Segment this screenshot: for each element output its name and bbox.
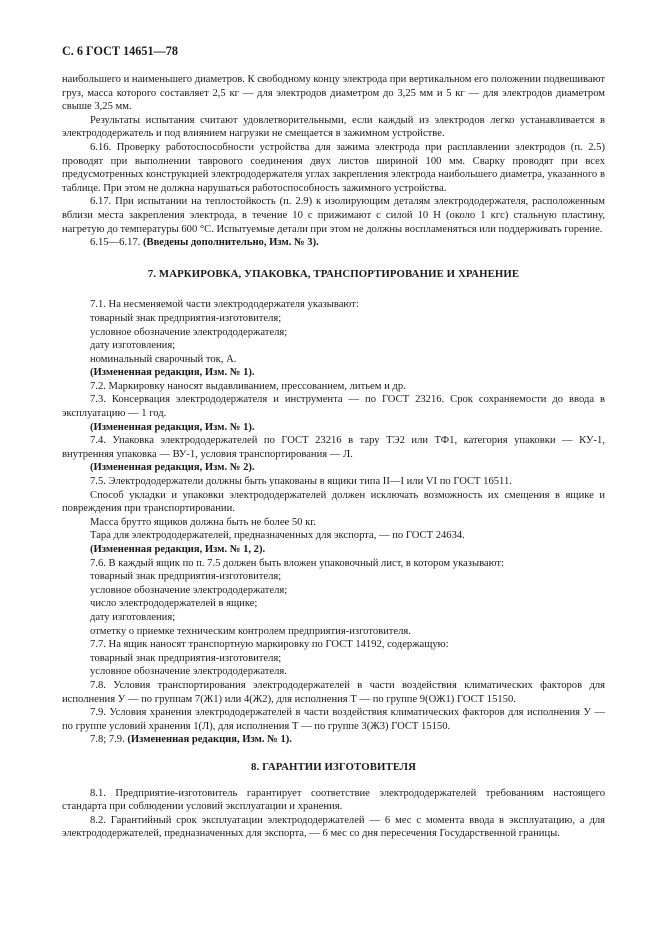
document-body	[62, 73, 605, 841]
section-heading-text: 7. МАРКИРОВКА, УПАКОВКА, ТРАНСПОРТИРОВАНИЕ И ХРАНЕНИЕ	[147, 267, 520, 280]
paragraph-text: Масса брутто ящиков должна быть не более 50 кг.	[90, 516, 317, 528]
paragraph-text: 7.8. Условия транспортирования электрододержателей в части воздействия климатических факторов для исполнения У — по группам 7(Ж1) или 4(Ж2), для исполнения Т — по группе 9(ОЖ1) ГОСТ 15150.	[62, 679, 605, 705]
amendment-note: (Измененная редакция, Изм. № 1, 2).	[90, 544, 266, 555]
paragraph-text: наибольшего и наименьшего диаметров. К свободному концу электрода при вертикальном его положении подвешивают груз, масса которого составляет 2,5 кг — для электродов диаметром до 3,25 мм и 5 кг — для электродов диаметром свыше 3,25 мм.	[62, 74, 606, 113]
paragraph-text: 7.2. Маркировку наносят выдавливанием, прессованием, литьем и др.	[90, 380, 406, 392]
paragraph-text: 7.5. Электрододержатели должны быть упакованы в ящики типа II—I или VI по ГОСТ 16511.	[90, 476, 512, 488]
paragraph	[62, 380, 605, 394]
paragraph	[62, 366, 605, 380]
paragraph	[62, 421, 605, 435]
paragraph	[62, 353, 605, 367]
paragraph	[62, 814, 605, 841]
section-heading	[62, 761, 605, 775]
paragraph	[62, 652, 605, 666]
paragraph	[62, 114, 605, 141]
paragraph-text: 8.2. Гарантийный срок эксплуатации электрододержателей — 6 мес с момента ввода в эксплуатацию, а для электрододержателей, предназначенных для экспорта, — 6 мес со дня пересечения Государственной границы.	[62, 814, 605, 840]
paragraph	[62, 298, 605, 312]
paragraph	[62, 625, 605, 639]
paragraph	[62, 787, 605, 814]
paragraph	[62, 489, 605, 516]
paragraph	[62, 195, 605, 236]
paragraph	[62, 339, 605, 353]
paragraph-text: 6.16. Проверку работоспособности устройства для зажима электрода при расплавлении электродов (п. 2.5) проводят при выполнении таврового соединения двух листов шириной 100 мм. Сварку проводят при всех предусмотренных конструкцией электрододержателя углах закрепления электрода наибольшего диаметра, указанного в таблице. При этом не должна нарушаться работоспособность зажимного устройства.	[62, 141, 605, 194]
paragraph	[62, 529, 605, 543]
paragraph-text: Способ укладки и упаковки электрододержателей должен исключать возможность их смещения в ящике и повреждения при транспортировании.	[62, 489, 605, 515]
paragraph	[62, 326, 605, 340]
paragraph-text: отметку о приемке техническим контролем предприятия-изготовителя.	[90, 625, 411, 637]
paragraph-text: Результаты испытания считают удовлетворительными, если каждый из электродов легко устанавливается в электрододержатель и под влиянием нагрузки не смещается в зажимном устройстве.	[62, 114, 605, 140]
paragraph-text: 7.8; 7.9.	[90, 734, 128, 746]
paragraph-text: число электрододержателей в ящике;	[90, 598, 258, 610]
paragraph-text: 7.1. На несменяемой части электрододержателя указывают:	[90, 299, 359, 311]
paragraph	[62, 584, 605, 598]
paragraph-text: товарный знак предприятия-изготовителя;	[90, 652, 282, 664]
paragraph	[62, 516, 605, 530]
paragraph-text: условное обозначение электрододержателя.	[90, 666, 287, 678]
paragraph-text: 8.1. Предприятие-изготовитель гарантирует соответствие электрододержателей требованиям настоящего стандарта при соблюдении условий эксплуатации и хранения.	[62, 787, 605, 813]
paragraph-text: товарный знак предприятия-изготовителя;	[90, 312, 282, 324]
paragraph	[62, 597, 605, 611]
amendment-note: (Измененная редакция, Изм. № 1).	[90, 421, 255, 433]
paragraph	[62, 679, 605, 706]
section-heading-text: 8. ГАРАНТИИ ИЗГОТОВИТЕЛЯ	[250, 760, 417, 773]
paragraph	[62, 393, 605, 420]
paragraph-text: 7.9. Условия хранения электрододержателей в части воздействия климатических факторов для исполнения У — по группе условий хранения 1(Л), для исполнения Т — по группе 3(Ж3) ГОСТ 15150.	[62, 707, 605, 732]
paragraph	[62, 461, 605, 475]
paragraph	[62, 236, 605, 250]
paragraph-text: 7.6. В каждый ящик по п. 7.5 должен быть вложен упаковочный лист, в котором указывают:	[90, 557, 504, 569]
paragraph-text: 7.7. На ящик наносят транспортную маркировку по ГОСТ 14192, содержащую:	[90, 639, 449, 651]
paragraph	[62, 543, 605, 557]
paragraph	[62, 665, 605, 679]
paragraph	[62, 557, 605, 571]
paragraph	[62, 733, 605, 747]
paragraph-text: номинальный сварочный ток, А.	[90, 353, 237, 365]
paragraph	[62, 475, 605, 489]
paragraph	[62, 434, 605, 461]
paragraph	[62, 611, 605, 625]
paragraph-text: Тара для электрододержателей, предназначенных для экспорта, — по ГОСТ 24634.	[90, 530, 465, 542]
paragraph	[62, 570, 605, 584]
paragraph-text: товарный знак предприятия-изготовителя;	[90, 571, 282, 583]
amendment-note: (Измененная редакция, Изм. № 1).	[127, 734, 292, 746]
page-header: С. 6 ГОСТ 14651—78	[62, 44, 178, 58]
paragraph-text: 7.4. Упаковка электрододержателей по ГОСТ 23216 в тару ТЭ2 или ТФ1, категория упаковки — КУ-1, внутренняя упаковка — ВУ-1, условия транспортирования — Л.	[62, 435, 605, 460]
paragraph-text: условное обозначение электрододержателя;	[90, 584, 288, 596]
section-heading	[62, 268, 605, 282]
amendment-note: (Введены дополнительно, Изм. № 3).	[142, 237, 319, 249]
paragraph	[62, 141, 605, 195]
paragraph	[62, 706, 605, 733]
paragraph-text: условное обозначение электрододержателя;	[90, 326, 288, 338]
paragraph-text: 6.17. При испытании на теплостойкость (п. 2.9) к изолирующим деталям электрододержателя, расположенным вблизи места закрепления электрода, в течение 10 с прижимают с силой 10 Н (около 1 кгс) стальную пластину, нагретую до температуры 600 °С. Испытуемые детали при этом не должны воспламеняться или поддерживать горение.	[62, 196, 605, 235]
paragraph-text: 7.3. Консервация электрододержателя и инструмента — по ГОСТ 23216. Срок сохраняемости до ввода в эксплуатацию — 1 год.	[62, 394, 605, 420]
amendment-note: (Измененная редакция, Изм. № 1).	[90, 367, 255, 379]
paragraph	[62, 638, 605, 652]
paragraph	[62, 312, 605, 326]
paragraph	[62, 73, 605, 114]
amendment-note: (Измененная редакция, Изм. № 2).	[90, 462, 255, 474]
paragraph-text: дату изготовления;	[90, 340, 176, 352]
paragraph-text: дату изготовления;	[90, 611, 176, 623]
paragraph-text: 6.15—6.17.	[90, 237, 143, 249]
